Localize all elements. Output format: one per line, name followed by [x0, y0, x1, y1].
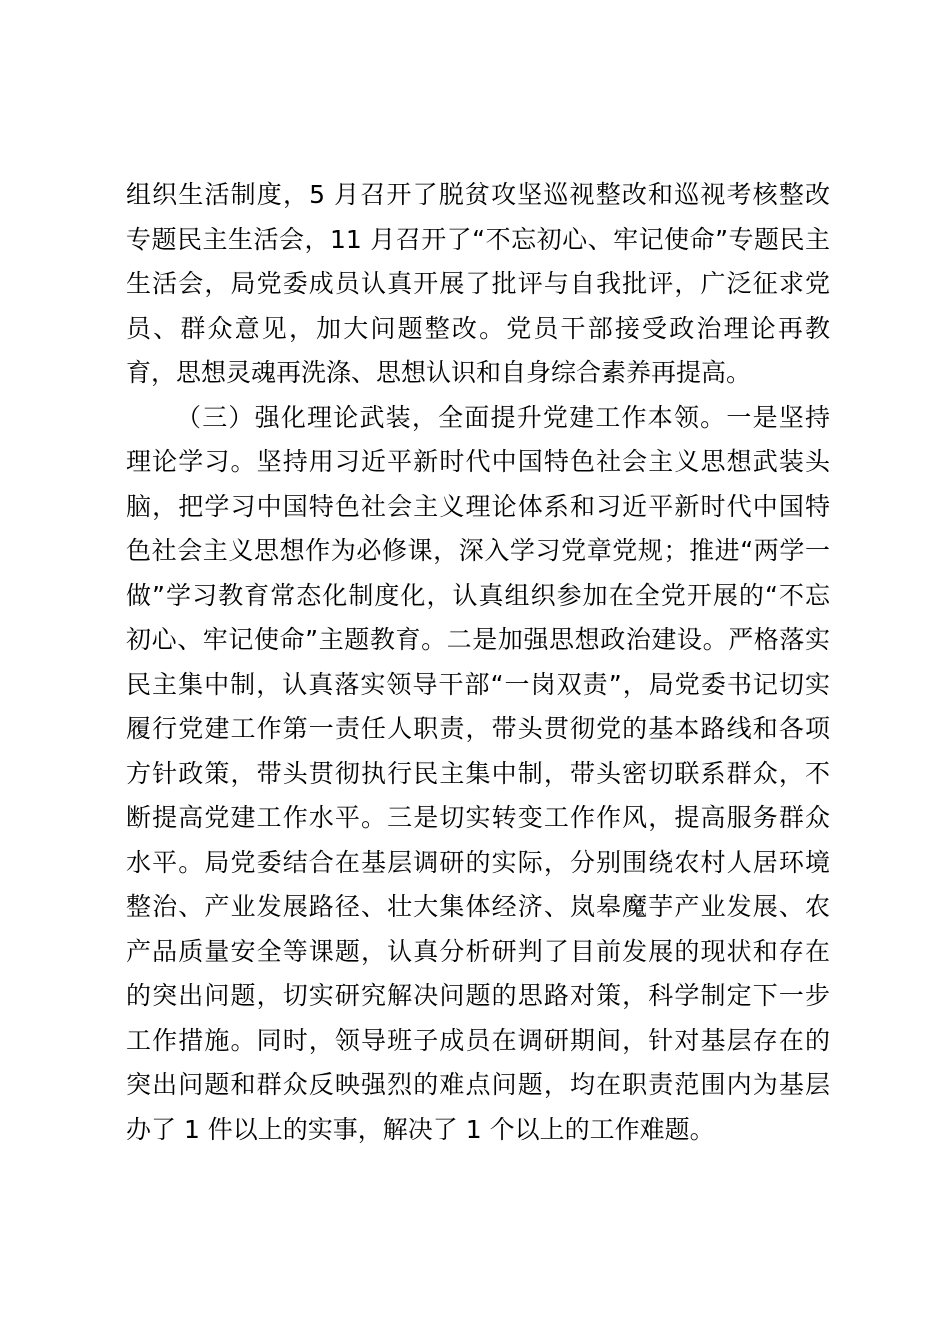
paragraph-continuation: [126, 173, 830, 396]
text-line: 突出问题和群众反映强烈的难点问题，均在职责范围内为基层: [126, 1070, 830, 1099]
text-line: 断提高党建工作水平。三是切实转变工作作风，提高服务群众: [126, 803, 830, 832]
text-line: 民主集中制，认真落实领导干部“一岗双责”，局党委书记切实: [126, 669, 830, 699]
text-line: 育，思想灵魂再洗涤、思想认识和自身综合素养再提高。: [126, 358, 752, 387]
text-line: 水平。局党委结合在基层调研的实际，分别围绕农村人居环境: [126, 847, 830, 877]
text-line: 履行党建工作第一责任人职责，带头贯彻党的基本路线和各项: [126, 714, 830, 743]
text-line: 专题民主生活会，11 月召开了“不忘初心、牢记使命”专题民主: [126, 224, 830, 254]
text-line: 理论学习。坚持用习近平新时代中国特色社会主义思想武装头: [126, 447, 830, 476]
text-line: 员、群众意见，加大问题整改。党员干部接受政治理论再教: [126, 313, 830, 343]
text-line: 色社会主义思想作为必修课，深入学习党章党规；推进“两学一: [126, 536, 830, 565]
text-line: 产品质量安全等课题，认真分析研判了目前发展的现状和存在: [126, 936, 830, 966]
text-line: 组织生活制度，5 月召开了脱贫攻坚巡视整改和巡视考核整改: [126, 180, 830, 209]
paragraph-section-three: [126, 396, 830, 1153]
text-line: 初心、牢记使命”主题教育。二是加强思想政治建设。严格落实: [126, 625, 830, 654]
text-line: 工作措施。同时，领导班子成员在调研期间，针对基层存在的: [126, 1025, 830, 1055]
text-line: 生活会，局党委成员认真开展了批评与自我批评，广泛征求党: [126, 269, 830, 298]
text-line: 脑，把学习中国特色社会主义理论体系和习近平新时代中国特: [126, 491, 830, 521]
text-line: 做”学习教育常态化制度化，认真组织参加在全党开展的“不忘: [126, 580, 830, 610]
text-line: 整治、产业发展路径、壮大集体经济、岚皋魔芋产业发展、农: [126, 892, 830, 921]
text-line: 的突出问题，切实研究解决问题的思路对策，科学制定下一步: [126, 981, 830, 1010]
text-line: 办了 1 件以上的实事，解决了 1 个以上的工作难题。: [126, 1114, 715, 1144]
text-line: 方针政策，带头贯彻执行民主集中制，带头密切联系群众，不: [126, 758, 830, 788]
section-heading-line: （三）强化理论武装，全面提升党建工作本领。一是坚持: [176, 402, 830, 432]
